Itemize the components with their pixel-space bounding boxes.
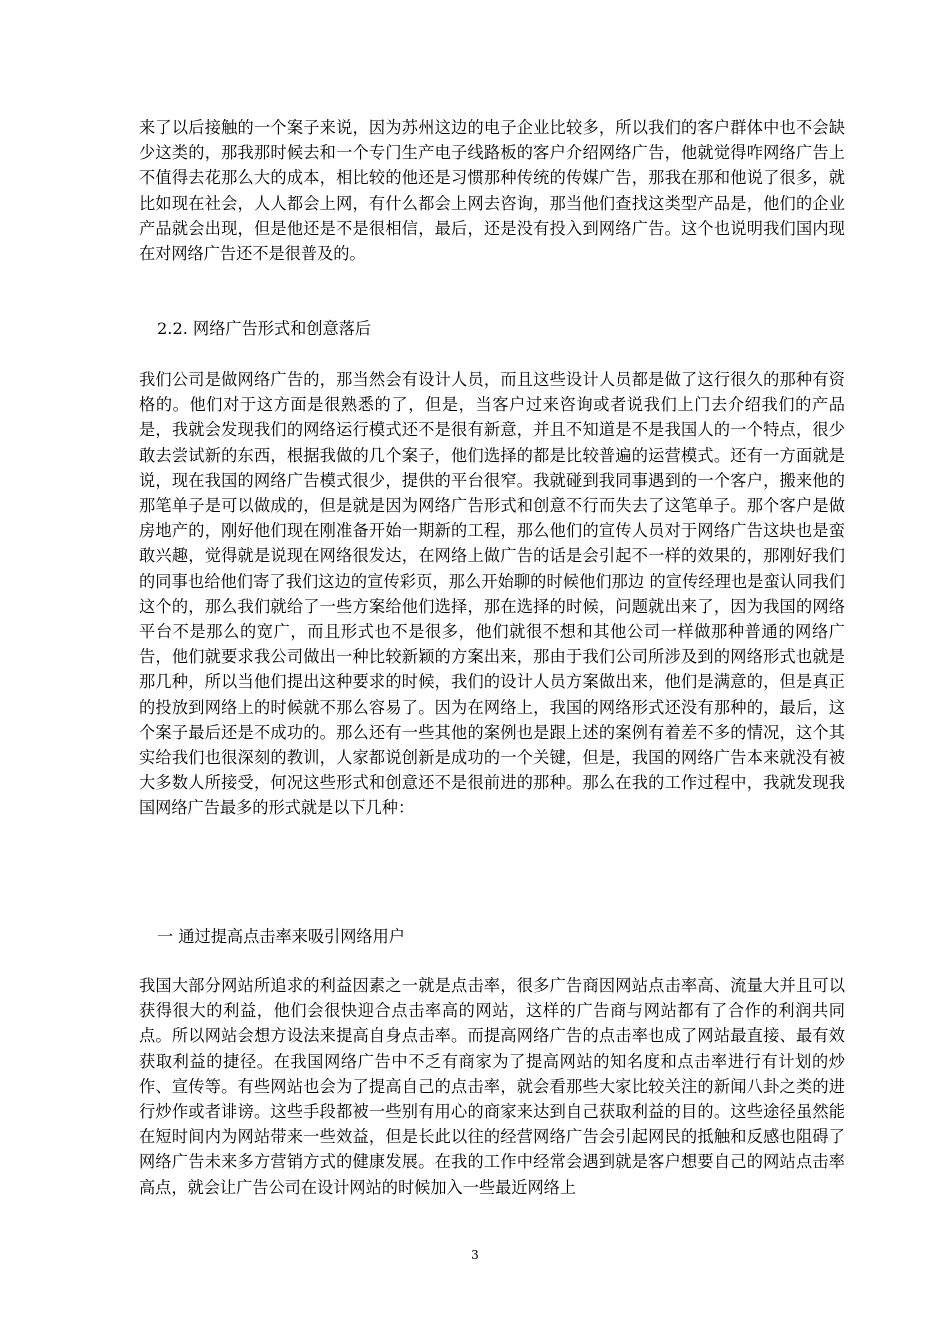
page-number: 3 bbox=[471, 1248, 479, 1262]
subsection-heading-1: 一 通过提高点击率来吸引网络用户 bbox=[157, 927, 405, 946]
body-paragraph-3: 我国大部分网站所追求的利益因素之一就是点击率，很多广告商因网站点击率高、流量大并且可以获得很大的利益，他们会很快迎合点击率高的网站，这样的广告商与网站都有了合作的利润共同点。所以网站会想方设法来提高自身点击率。而提高网络广告的点击率也成了网站最直接、最有效获取利益的捷径。在我国网络广告中不乏有商家为了提高网站的知名度和点击率进行有计划的炒作、宣传等。有些网站也会为了提高自己的点击率，就会看那些大家比较关注的新闻八卦之类的进行炒作或者诽谤。这些手段都被一些别有用心的商家来达到自己获取利益的目的。这些途径虽然能在短时间内为网站带来一些效益，但是长此以往的经营网络广告会引起网民的抵触和反感也阻碍了网络广告未来多方营销方式的健康发展。在我的工作中经常会遇到就是客户想要自己的网站点击率高点，就会让广告公司在设计网站的时候加入一些最近网络上 bbox=[139, 976, 845, 1197]
section-heading-2-2: 2.2. 网络广告形式和创意落后 bbox=[157, 319, 372, 338]
body-paragraph-2: 我们公司是做网络广告的，那当然会有设计人员，而且这些设计人员都是做了这行很久的那种有资格的。他们对于这方面是很熟悉的了，但是，当客户过来咨询或者说我们上门去介绍我们的产品是，我就会发现我们的网络运行模式还不是很有新意，并且不知道是不是我国人的一个特点，很少敢去尝试新的东西，根据我做的几个案子，他们选择的都是比较普遍的运营模式。还有一方面就是说，现在我国的网络广告模式很少，提供的平台很窄。我就碰到我同事遇到的一个客户，搬来他的那笔单子是可以做成的，但是就是因为网络广告形式和创意不行而失去了这笔单子。那个客户是做房地产的，刚好他们现在刚准备开始一期新的工程，那么他们的宣传人员对于网络广告这块也是蛮敢兴趣，觉得就是说现在网络很发达，在网络上做广告的话是会引起不一样的效果的，那刚好我们的同事也给他们寄了我们这边的宣传彩页，那么开始聊的时候他们那边 的宣传经理也是蛮认同我们这个的，那么我们就给了一些方案给他们选择，那在选择的时候，问题就出来了，因为我国的网络平台不是那么的宽广，而且形式也不是很多，他们就很不想和其他公司一样做那种普通的网络广告，他们就要求我公司做出一种比较新颖的方案出来，那由于我们公司所涉及到的网络形式也就是那几种，所以当他们提出这种要求的时候，我们的设计人员方案做出来，他们是满意的，但是真正的投放到网络上的时候就不那么容易了。因为在网络上，我国的网络形式还没有那种的，最后，这个案子最后还是不成功的。那么还有一些其他的案例也是跟上述的案例有着差不多的情况，这个其实给我们也很深刻的教训，人家都说创新是成功的一个关键，但是，我国的网络广告本来就没有被大多数人所接受，何况这些形式和创意还不是很前进的那种。那么在我的工作过程中，我就发现我国网络广告最多的形式就是以下几种： bbox=[139, 370, 845, 818]
body-paragraph-1: 来了以后接触的一个案子来说，因为苏州这边的电子企业比较多，所以我们的客户群体中也不会缺少这类的，那我那时候去和一个专门生产电子线路板的客户介绍网络广告，他就觉得咋网络广告上不值得去花那么大的成本，相比较的他还是习惯那种传统的传媒广告，那我在那和他说了很多，就比如现在社会，人人都会上网，有什么都会上网去咨询，那当他们查找这类型产品是，他们的企业产品就会出现，但是他还是不是很相信，最后，还是没有投入到网络广告。这个也说明我们国内现在对网络广告还不是很普及的。 bbox=[139, 118, 845, 264]
